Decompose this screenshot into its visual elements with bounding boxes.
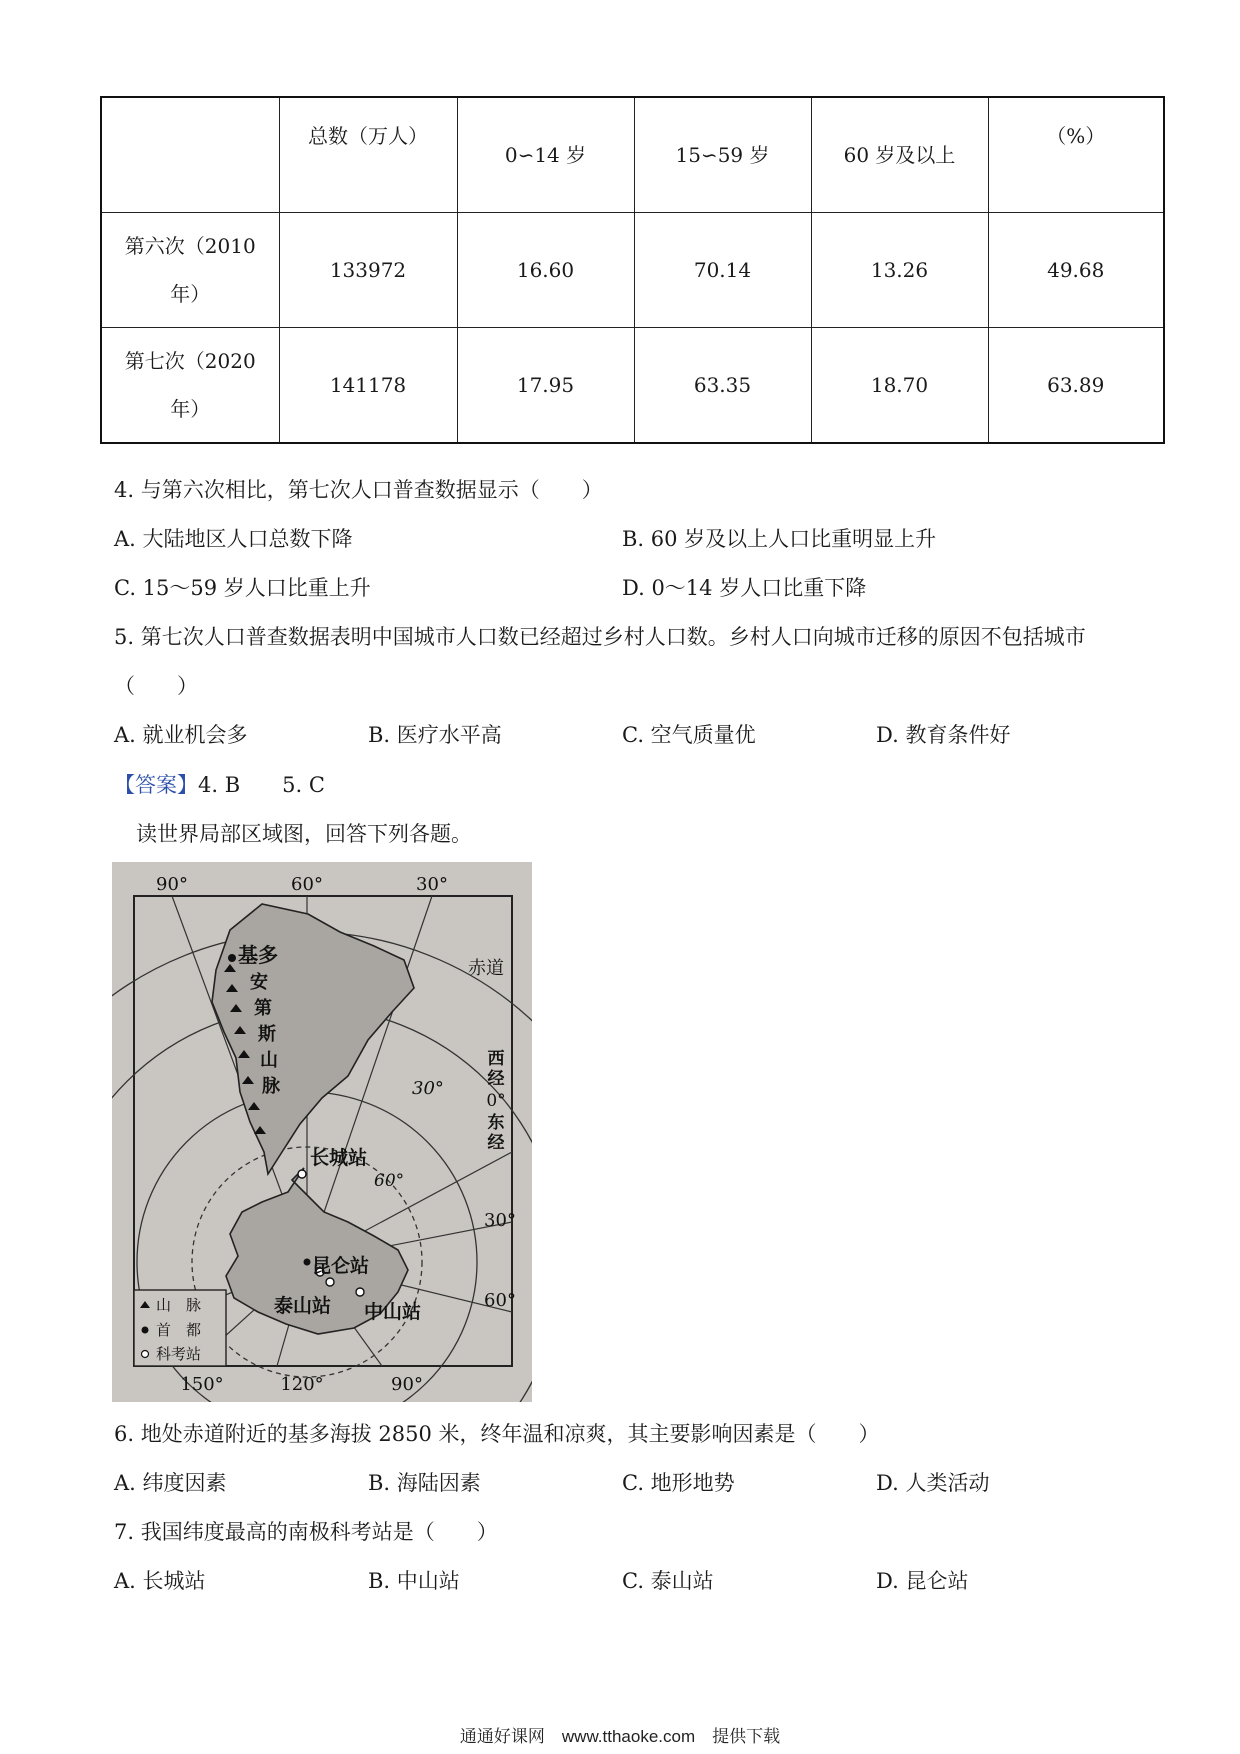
- lon-label-120-bottom: 120°: [280, 1374, 324, 1395]
- great-wall-station-marker: [298, 1170, 306, 1178]
- q5-option-d[interactable]: D. 教育条件好: [876, 723, 1011, 747]
- q4-option-d[interactable]: D. 0～14 岁人口比重下降: [622, 576, 867, 600]
- andes-char: 山: [260, 1050, 278, 1071]
- header-cell: [101, 97, 279, 213]
- legend-capital-icon: [142, 1327, 149, 1334]
- lon-label-90-top: 90°: [156, 874, 188, 895]
- map-intro: 读世界局部区域图，回答下列各题。: [136, 822, 472, 846]
- table-cell: 63.89: [988, 328, 1164, 444]
- andes-char: 第: [254, 998, 272, 1019]
- south-pole-point: [304, 1259, 311, 1266]
- q7-stem: 7. 我国纬度最高的南极科考站是（ ）: [114, 1520, 498, 1544]
- lon-label-30-right: 30°: [484, 1210, 516, 1231]
- q5-option-a[interactable]: A. 就业机会多: [114, 723, 248, 747]
- table-row: [101, 213, 1164, 328]
- quito-capital-marker: [228, 954, 236, 962]
- table-cell: 63.35: [634, 328, 811, 444]
- answer-text: 4. B 5. C: [198, 773, 325, 797]
- q7-option-c[interactable]: C. 泰山站: [622, 1569, 714, 1593]
- legend-station-icon: [142, 1351, 149, 1358]
- kunlun-station-label: 昆仑站: [312, 1255, 370, 1277]
- lat-label-60: 60°: [374, 1171, 405, 1191]
- prime-meridian-char: 0°: [486, 1091, 506, 1111]
- map-legend: [134, 1290, 226, 1366]
- q5-option-c[interactable]: C. 空气质量优: [622, 723, 756, 747]
- header-cell: 60 岁及以上: [811, 97, 988, 213]
- quito-label: 基多: [238, 943, 278, 967]
- q4-option-b[interactable]: B. 60 岁及以上人口比重明显上升: [622, 527, 937, 551]
- q5-option-b[interactable]: B. 医疗水平高: [368, 723, 502, 747]
- table-cell: 70.14: [634, 213, 811, 328]
- answer-line: [114, 769, 325, 799]
- q4-option-c[interactable]: C. 15～59 岁人口比重上升: [114, 576, 371, 600]
- zhongshan-station-marker: [356, 1288, 364, 1296]
- page-footer: 通通好课网 www.tthaoke.com 提供下载: [459, 1727, 781, 1746]
- census-table: [100, 96, 1165, 444]
- q6-option-d[interactable]: D. 人类活动: [876, 1471, 990, 1495]
- q7-option-a[interactable]: A. 长城站: [114, 1569, 206, 1593]
- row-label: [101, 213, 279, 328]
- great-wall-station-label: 长城站: [310, 1147, 368, 1169]
- legend-station-label: 科考站: [156, 1345, 202, 1363]
- table-cell: 49.68: [988, 213, 1164, 328]
- world-region-map: [112, 862, 532, 1402]
- taishan-station-marker: [326, 1278, 334, 1286]
- q5-stem-paren: （ ）: [114, 674, 198, 698]
- header-cell: 0∽14 岁: [457, 97, 634, 213]
- lon-label-60-top: 60°: [291, 874, 323, 895]
- q6-stem: 6. 地处赤道附近的基多海拔 2850 米，终年温和凉爽，其主要影响因素是（ ）: [114, 1422, 880, 1446]
- table-header-row: [101, 97, 1164, 213]
- lon-label-30-top: 30°: [416, 874, 448, 895]
- table-cell: 17.95: [457, 328, 634, 444]
- answer-tag: 【答案】: [114, 773, 198, 797]
- taishan-station-label: 泰山站: [274, 1295, 332, 1317]
- prime-meridian-char: 西: [487, 1049, 505, 1069]
- equator-label: 赤道: [468, 958, 504, 979]
- q5-stem: 5. 第七次人口普查数据表明中国城市人口数已经超过乡村人口数。乡村人口向城市迁移的原因不包括城市: [114, 625, 1086, 649]
- lon-label-150-bottom: 150°: [180, 1374, 224, 1395]
- table-row: [101, 328, 1164, 444]
- table-cell: 133972: [279, 213, 457, 328]
- legend-capital-label: 首 都: [156, 1321, 202, 1339]
- row-label-line2: 年）: [170, 397, 211, 421]
- zhongshan-station-label: 中山站: [364, 1301, 422, 1323]
- row-label-line2: 年）: [170, 282, 211, 306]
- prime-meridian-char: 东: [487, 1113, 505, 1133]
- q4-option-a[interactable]: A. 大陆地区人口总数下降: [114, 527, 353, 551]
- map-svg: [112, 862, 532, 1402]
- lon-label-90-bottom: 90°: [391, 1374, 423, 1395]
- header-cell: 总数（万人）: [279, 97, 457, 213]
- andes-char: 脉: [262, 1076, 280, 1097]
- q4-stem: 4. 与第六次相比，第七次人口普查数据显示（ ）: [114, 478, 603, 502]
- q6-option-c[interactable]: C. 地形地势: [622, 1471, 735, 1495]
- row-label-line1: 第六次（2010: [124, 234, 256, 258]
- row-label-line1: 第七次（2020: [124, 349, 256, 373]
- prime-meridian-char: 经: [487, 1069, 505, 1089]
- andes-char: 安: [250, 972, 268, 993]
- prime-meridian-char: 经: [487, 1133, 505, 1153]
- q7-option-d[interactable]: D. 昆仑站: [876, 1569, 969, 1593]
- table-cell: 16.60: [457, 213, 634, 328]
- header-cell: （%）: [988, 97, 1164, 213]
- lat-label-30: 30°: [412, 1078, 444, 1099]
- q7-option-b[interactable]: B. 中山站: [368, 1569, 460, 1593]
- q6-option-b[interactable]: B. 海陆因素: [368, 1471, 481, 1495]
- andes-char: 斯: [258, 1024, 276, 1045]
- table-cell: 13.26: [811, 213, 988, 328]
- q6-option-a[interactable]: A. 纬度因素: [114, 1471, 227, 1495]
- row-label: [101, 328, 279, 444]
- header-cell: 15∽59 岁: [634, 97, 811, 213]
- table-cell: 18.70: [811, 328, 988, 444]
- lon-label-60-right: 60°: [484, 1290, 516, 1311]
- legend-mountain-label: 山 脉: [156, 1296, 202, 1314]
- table-cell: 141178: [279, 328, 457, 444]
